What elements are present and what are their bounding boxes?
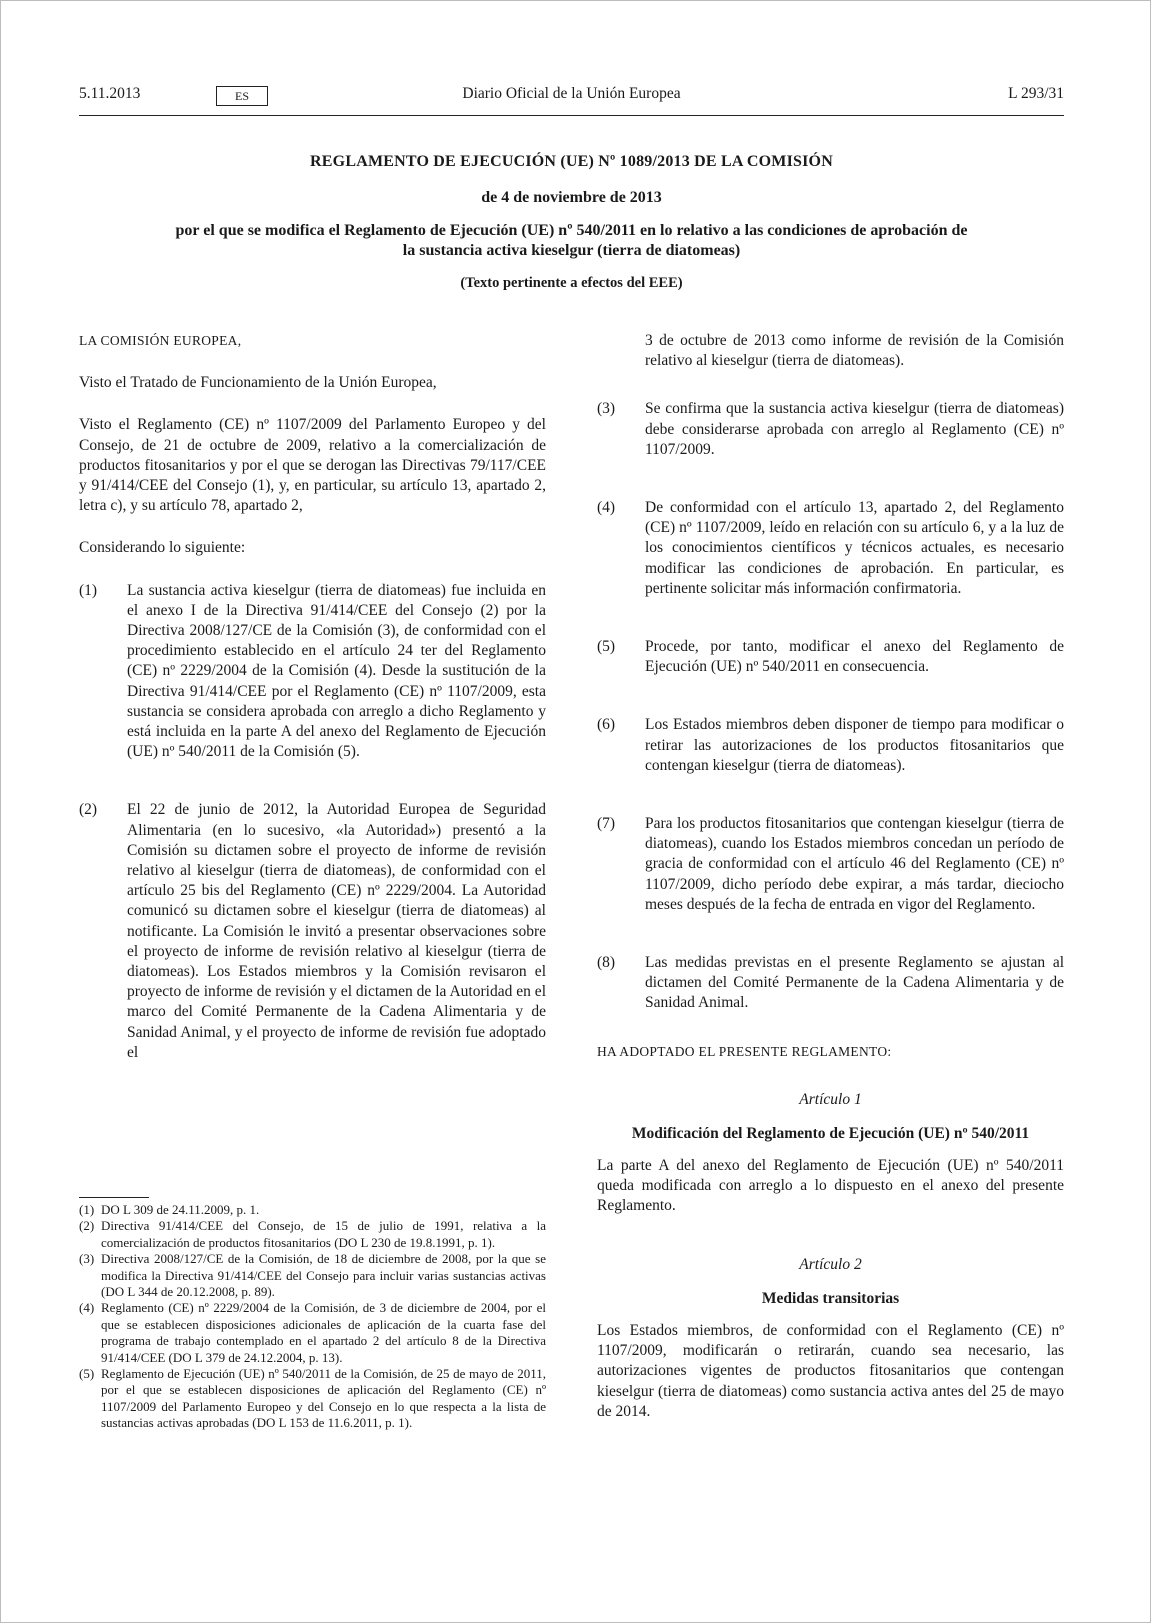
regulation-title: REGLAMENTO DE EJECUCIÓN (UE) Nº 1089/2013 DE LA COMISIÓN <box>310 153 833 170</box>
article-text: Los Estados miembros, de conformidad con el Reglamento (CE) nº 1107/2009, modificarán o retirarán, cuando sea necesario, las autorizaciones vigentes de productos fitosanitarios que contengan kieselgur (tierra de diatomeas) como sustancia activa antes del 25 de mayo de 2014. <box>597 1321 1064 1420</box>
recital-number: (1) <box>79 581 98 599</box>
footnote-number: (4) <box>79 1300 95 1316</box>
article-title: Medidas transitorias <box>761 1289 900 1307</box>
recital-text: Los Estados miembros deben disponer de tiempo para modificar o retirar las autorizaciones de los productos fitosanitarios que contengan kieselgur (tierra de diatomeas). <box>645 716 1064 774</box>
recital-number: (3) <box>597 400 616 418</box>
recital-item <box>597 715 1064 776</box>
recital-number: (7) <box>597 815 616 833</box>
recital-text: Procede, por tanto, modificar el anexo del Reglamento de Ejecución (UE) nº 540/2011 en consecuencia. <box>645 638 1064 676</box>
recital-text: El 22 de junio de 2012, la Autoridad Europea de Seguridad Alimentaria (en lo sucesivo, «la Autoridad») presentó a la Comisión su dictamen sobre el proyecto de informe de revisión relativo al kieselgur (tierra de diatomeas), de conformidad con el artículo 25 bis del Reglamento (CE) nº 2229/2004. La Autoridad comunicó su dictamen sobre el kieselgur (tierra de diatomeas) al notificante. La Comisión le invitó a presentar observaciones sobre el proyecto de informe de revisión relativo al kieselgur (tierra de diatomeas). Los Estados miembros y la Comisión revisaron el proyecto de informe de revisión y el dictamen de la Autoridad en el marco del Comité Permanente de la Cadena Alimentaria y de Sanidad Animal, y el proyecto de informe de revisión fue adoptado el <box>127 801 546 1061</box>
footnotes <box>79 1197 546 1432</box>
footnote-item <box>79 1251 546 1300</box>
publication-date: 5.11.2013 <box>79 85 141 102</box>
footnote-item <box>79 1218 546 1251</box>
footnote-text: Directiva 91/414/CEE del Consejo, de 15 de julio de 1991, relativa a la comercialización de productos fitosanitarios (DO L 230 de 19.8.1991, p. 1). <box>101 1218 546 1250</box>
footnote-item <box>79 1300 546 1366</box>
recital-text: La sustancia activa kieselgur (tierra de diatomeas) fue incluida en el anexo I de la Directiva 91/414/CEE del Consejo (2) por la Directiva 2008/127/CE de la Comisión (3), de conformidad con el procedimiento establecido en el artículo 24 ter del Reglamento (CE) nº 2229/2004 de la Comisión (4). Desde la sustitución de la Directiva 91/414/CEE por el Reglamento (CE) nº 1107/2009, esta sustancia se considera aprobada con arreglo a dicho Reglamento y está incluida en la parte A del anexo del Reglamento de Ejecución (UE) nº 540/2011 de la Comisión (5). <box>127 581 546 761</box>
recital-item <box>597 953 1064 1014</box>
footnote-text: Directiva 2008/127/CE de la Comisión, de 18 de diciembre de 2008, por la que se modifica la Directiva 91/414/CEE del Consejo para incluir varias sustancias activas (DO L 344 de 20.12.2008, p. 89). <box>101 1251 546 1300</box>
regulation-subtitle: por el que se modifica el Reglamento de Ejecución (UE) nº 540/2011 en lo relativo a las condiciones de aprobación de la sustancia activa kieselgur (tierra de diatomeas) <box>175 222 968 259</box>
language-badge: ES <box>216 86 268 106</box>
recital-item <box>597 637 1064 677</box>
recital-number: (6) <box>597 716 616 734</box>
journal-title: Diario Oficial de la Unión Europea <box>462 85 681 102</box>
footnote-number: (5) <box>79 1366 95 1382</box>
recital-number: (5) <box>597 638 616 656</box>
footnote-item <box>79 1366 546 1432</box>
recital-item <box>79 581 546 763</box>
footnote-text: DO L 309 de 24.11.2009, p. 1. <box>101 1202 260 1217</box>
footnote-number: (3) <box>79 1251 95 1267</box>
right-column <box>597 331 1064 1422</box>
footnote-divider <box>79 1197 149 1198</box>
footnote-number: (1) <box>79 1202 95 1217</box>
recital-item <box>597 498 1064 599</box>
article-label: Artículo 1 <box>799 1090 862 1108</box>
eee-note: (Texto pertinente a efectos del EEE) <box>460 275 683 291</box>
footnote-item <box>79 1202 546 1218</box>
regulation-date: de 4 de noviembre de 2013 <box>481 189 662 206</box>
recital-number: (8) <box>597 954 616 972</box>
regulation-title-block <box>79 153 1064 292</box>
recital-number: (4) <box>597 499 616 517</box>
recital-text: 3 de octubre de 2013 como informe de revisión de la Comisión relativo al kieselgur (tierra de diatomeas). <box>645 332 1064 370</box>
recital-item <box>597 814 1064 915</box>
recital-number: (2) <box>79 801 98 819</box>
article-label: Artículo 2 <box>799 1255 862 1273</box>
recital-text: Se confirma que la sustancia activa kieselgur (tierra de diatomeas) debe considerarse aprobada con arreglo al Reglamento (CE) nº 1107/2009. <box>645 400 1064 458</box>
footnote-text: Reglamento de Ejecución (UE) nº 540/2011 de la Comisión, de 25 de mayo de 2011, por el que se establecen disposiciones de aplicación del Reglamento (CE) nº 1107/2009 del Parlamento Europeo y del Consejo en lo que respecta a la lista de sustancias activas aprobadas (DO L 153 de 11.6.2011, p. 1). <box>101 1366 546 1431</box>
commission-heading: LA COMISIÓN EUROPEA, <box>79 333 242 348</box>
journal-header <box>79 85 1064 111</box>
footnote-text: Reglamento (CE) nº 2229/2004 de la Comisión, de 3 de diciembre de 2004, por el que se establecen disposiciones adicionales de aplicación de la cuarta fase del programa de trabajo contemplado en el apartado 2 del artículo 8 de la Directiva 91/414/CEE (DO L 379 de 24.12.2004, p. 13). <box>101 1300 546 1365</box>
page-reference: L 293/31 <box>1008 85 1064 102</box>
recital-text: De conformidad con el artículo 13, apartado 2, del Reglamento (CE) nº 1107/2009, leído en relación con su artículo 6, y a la luz de los conocimientos científicos y técnicos actuales, es necesario modificar las condiciones de aprobación. En particular, es pertinente solicitar más información confirmatoria. <box>645 499 1064 597</box>
header-divider <box>79 115 1064 116</box>
visto-tratado: Visto el Tratado de Funcionamiento de la Unión Europea, <box>79 374 437 392</box>
footnote-number: (2) <box>79 1218 95 1234</box>
recital-item <box>79 800 546 1063</box>
recital-item <box>597 399 1064 460</box>
considerando-heading: Considerando lo siguiente: <box>79 539 246 557</box>
article-text: La parte A del anexo del Reglamento de Ejecución (UE) nº 540/2011 queda modificada con arreglo a lo dispuesto en el anexo del presente Reglamento. <box>597 1157 1064 1215</box>
visto-reglamento: Visto el Reglamento (CE) nº 1107/2009 del Parlamento Europeo y del Consejo, de 21 de octubre de 2009, relativo a la comercialización de productos fitosanitarios y por el que se derogan las Directivas 79/117/CEE y 91/414/CEE del Consejo (1), y, en particular, su artículo 13, apartado 2, letra c), y su artículo 78, apartado 2, <box>79 416 546 515</box>
recital-text: Para los productos fitosanitarios que contengan kieselgur (tierra de diatomeas), cuando los Estados miembros concedan un período de gracia de conformidad con el artículo 46 del Reglamento (CE) nº 1107/2009, dicho período debe expirar, a más tardar, dieciocho meses después de la fecha de entrada en vigor del Reglamento. <box>645 815 1064 913</box>
article-title: Modificación del Reglamento de Ejecución (UE) nº 540/2011 <box>631 1125 1030 1143</box>
recital-text: Las medidas previstas en el presente Reglamento se ajustan al dictamen del Comité Permanente de la Cadena Alimentaria y de Sanidad Animal. <box>645 954 1064 1012</box>
recital-continuation <box>597 331 1064 371</box>
left-column <box>79 331 546 1063</box>
adopted-heading: HA ADOPTADO EL PRESENTE REGLAMENTO: <box>597 1043 892 1059</box>
